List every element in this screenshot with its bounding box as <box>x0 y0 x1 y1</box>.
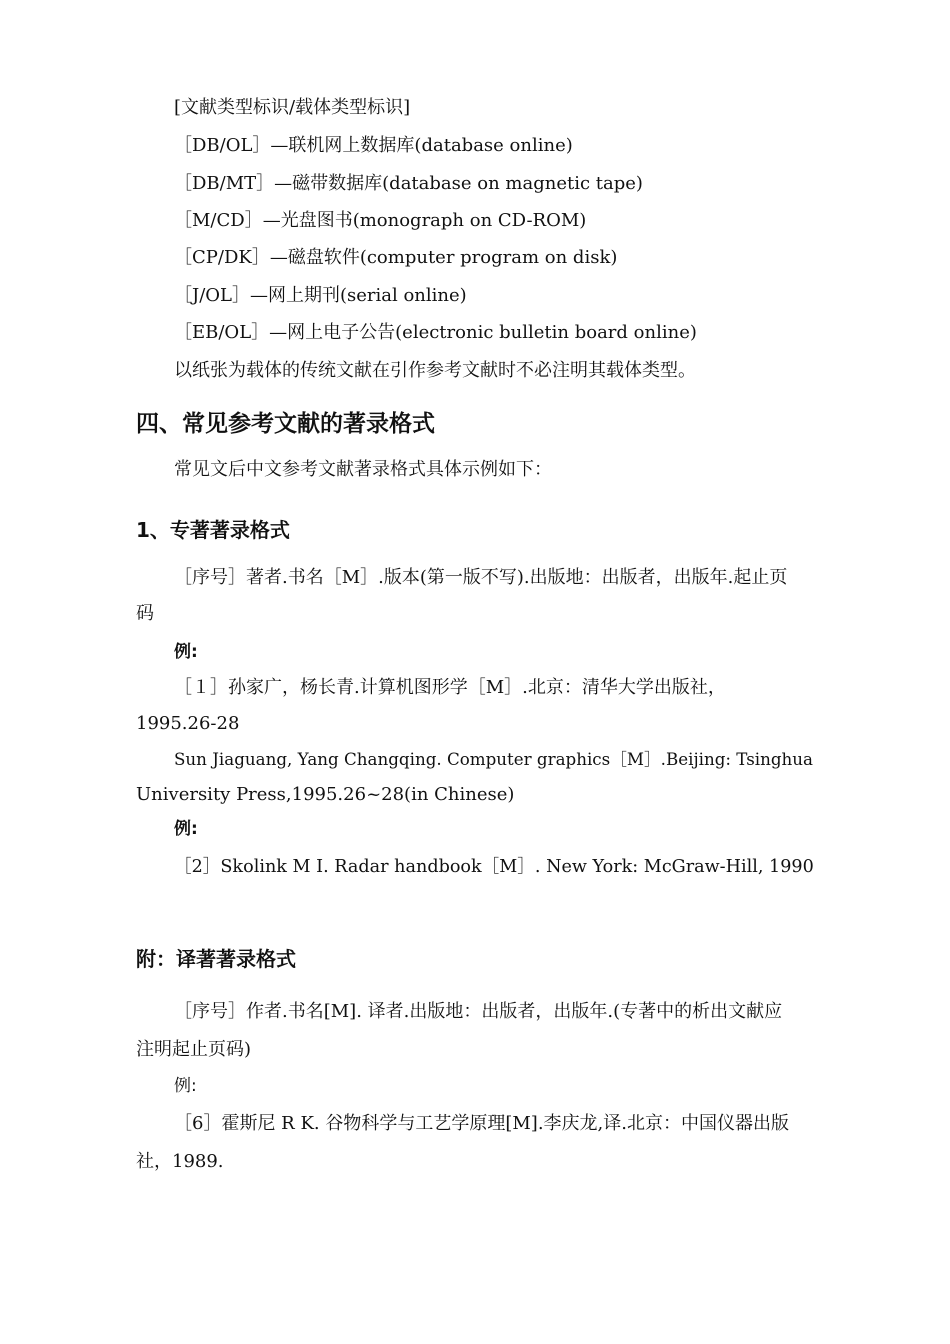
format-description-continued: 注明起止页码) <box>136 1039 252 1060</box>
reference-example-continued: 1995.26-28 <box>136 713 240 734</box>
example-label: 例: <box>174 819 198 839</box>
reference-example-english: Sun Jiaguang, Yang Changqing. Computer graphics［M］.Beijing: Tsinghua <box>174 749 813 769</box>
carrier-type-item: ［CP/DK］—磁盘软件(computer program on disk) <box>174 247 618 268</box>
reference-example: ［2］Skolink M I. Radar handbook［M］. New York: McGraw-Hill, 1990 <box>174 857 814 877</box>
carrier-type-item: ［J/OL］—网上期刊(serial online) <box>174 285 467 306</box>
carrier-type-item: ［DB/MT］—磁带数据库(database on magnetic tape) <box>174 173 643 194</box>
reference-example: ［6］霍斯尼 R K. 谷物科学与工艺学原理[M].李庆龙,译.北京：中国仪器出版 <box>174 1113 789 1134</box>
format-description-continued: 码 <box>136 603 154 624</box>
carrier-type-item: ［DB/OL］—联机网上数据库(database online) <box>174 135 573 156</box>
section-intro: 常见文后中文参考文献著录格式具体示例如下： <box>174 459 552 480</box>
subsection-heading: 1、专著著录格式 <box>136 518 290 542</box>
reference-example: ［１］孙家广，杨长青.计算机图形学［M］.北京：清华大学出版社， <box>174 677 726 698</box>
carrier-type-header: [文献类型标识/载体类型标识] <box>174 97 411 118</box>
example-label: 例: <box>174 1076 197 1096</box>
section-heading: 四、常见参考文献的著录格式 <box>136 411 435 437</box>
format-description: ［序号］作者.书名[M]. 译者.出版地：出版者，出版年.(专著中的析出文献应 <box>174 1001 783 1022</box>
reference-example-continued: 社，1989. <box>136 1151 224 1172</box>
example-label: 例: <box>174 642 198 662</box>
reference-example-english-continued: University Press,1995.26~28(in Chinese) <box>136 784 515 805</box>
carrier-type-note: 以纸张为载体的传统文献在引作参考文献时不必注明其载体类型。 <box>174 360 696 381</box>
appendix-heading: 附：译著著录格式 <box>136 947 296 971</box>
carrier-type-item: ［M/CD］—光盘图书(monograph on CD-ROM) <box>174 210 587 231</box>
format-description: ［序号］著者.书名［M］.版本(第一版不写).出版地：出版者，出版年.起止页 <box>174 567 788 588</box>
carrier-type-item: ［EB/OL］—网上电子公告(electronic bulletin board online) <box>174 322 697 343</box>
